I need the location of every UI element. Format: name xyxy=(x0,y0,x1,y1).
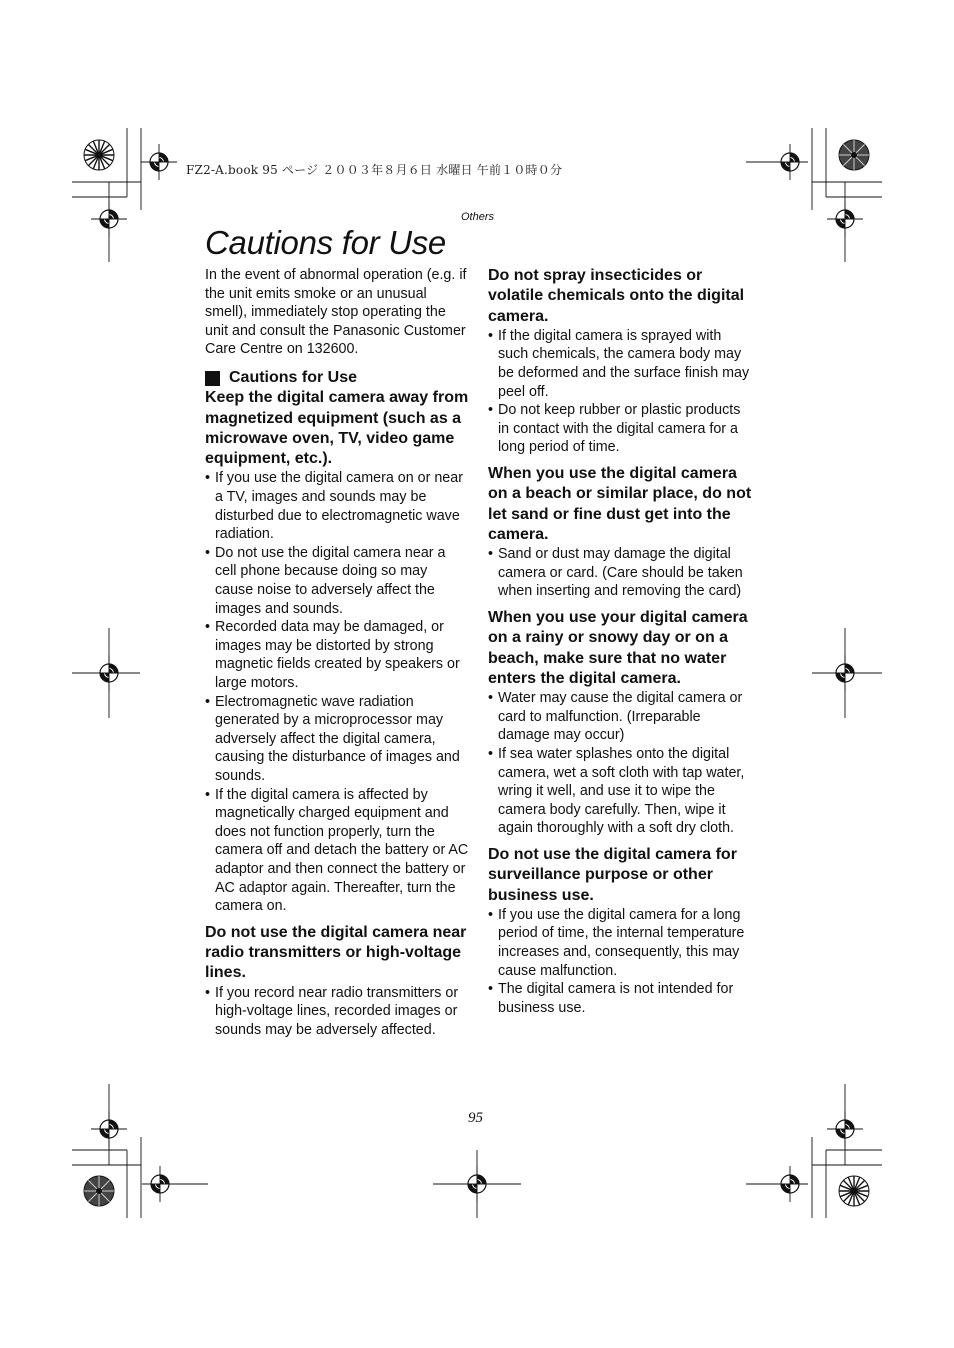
bullet-list xyxy=(488,689,752,838)
intro-paragraph: In the event of abnormal operation (e.g. if the unit emits smoke or an unusual smell), immediately stop operating the unit and consult the Panasonic Customer Care Centre on 132600. xyxy=(205,267,467,358)
bullet-list xyxy=(205,469,469,915)
list-item: • Recorded data may be damaged, or images may be distorted by strong magnetic fields created by speakers or large motors. xyxy=(205,618,469,692)
page-title: Cautions for Use xyxy=(205,224,446,261)
list-item: • Do not use the digital camera near a cell phone because doing so may cause noise to adversely affect the images and sounds. xyxy=(205,544,469,618)
list-item: • If the digital camera is sprayed with such chemicals, the camera body may be deformed and the surface finish may peel off. xyxy=(488,327,752,401)
list-item: • The digital camera is not intended for business use. xyxy=(488,980,752,1017)
section-label: Others xyxy=(461,211,495,223)
section-heading: When you use the digital camera on a beach or similar place, do not let sand or fine dust get into the camera. xyxy=(488,465,752,543)
subheading-text: Cautions for Use xyxy=(229,368,358,386)
bullet-list xyxy=(205,984,469,1040)
bullet-list xyxy=(488,545,752,601)
left-column xyxy=(205,266,469,1039)
list-item: • If you use the digital camera for a long period of time, the internal temperature increases and, consequently, this may cause malfunction. xyxy=(488,906,752,980)
list-item: • If the digital camera is affected by magnetically charged equipment and does not function properly, turn the camera off and detach the battery or AC adaptor and then connect the battery or AC adaptor again. Thereafter, turn the camera on. xyxy=(205,786,469,916)
subheading xyxy=(205,368,469,388)
list-item: • Water may cause the digital camera or card to malfunction. (Irreparable damage may occur) xyxy=(488,689,752,745)
page-number: 95 xyxy=(468,1110,483,1126)
bullet-list xyxy=(488,906,752,1018)
print-info: FZ2-A.book 95 ページ ２００３年８月６日 水曜日 午前１０時０分 xyxy=(186,163,563,177)
list-item: • If you record near radio transmitters or high-voltage lines, recorded images or sounds may be adversely affected. xyxy=(205,984,469,1040)
section-heading: When you use your digital camera on a rainy or snowy day or on a beach, make sure that no water enters the digital camera. xyxy=(488,609,748,687)
right-column xyxy=(488,266,752,1017)
square-bullet-icon xyxy=(205,371,220,386)
list-item: • Electromagnetic wave radiation generated by a microprocessor may adversely affect the digital camera, causing the disturbance of images and sounds. xyxy=(205,693,469,786)
list-item: • If you use the digital camera on or near a TV, images and sounds may be disturbed due to electromagnetic wave radiation. xyxy=(205,469,469,543)
section-heading: Do not use the digital camera near radio transmitters or high-voltage lines. xyxy=(205,923,467,982)
list-item: • If sea water splashes onto the digital camera, wet a soft cloth with tap water, wring it well, and use it to wipe the camera body carefully. Then, wipe it again thoroughly with a soft dry cloth. xyxy=(488,745,752,838)
section-heading: Do not use the digital camera for surveillance purpose or other business use. xyxy=(488,845,737,904)
section-heading: Do not spray insecticides or volatile chemicals onto the digital camera. xyxy=(488,267,745,325)
list-item: • Sand or dust may damage the digital camera or card. (Care should be taken when inserting and removing the card) xyxy=(488,545,752,601)
section-heading: Keep the digital camera away from magnetized equipment (such as a microwave oven, TV, video game equipment, etc.). xyxy=(205,389,469,468)
list-item: • Do not keep rubber or plastic products in contact with the digital camera for a long period of time. xyxy=(488,401,752,457)
bullet-list xyxy=(488,327,752,457)
